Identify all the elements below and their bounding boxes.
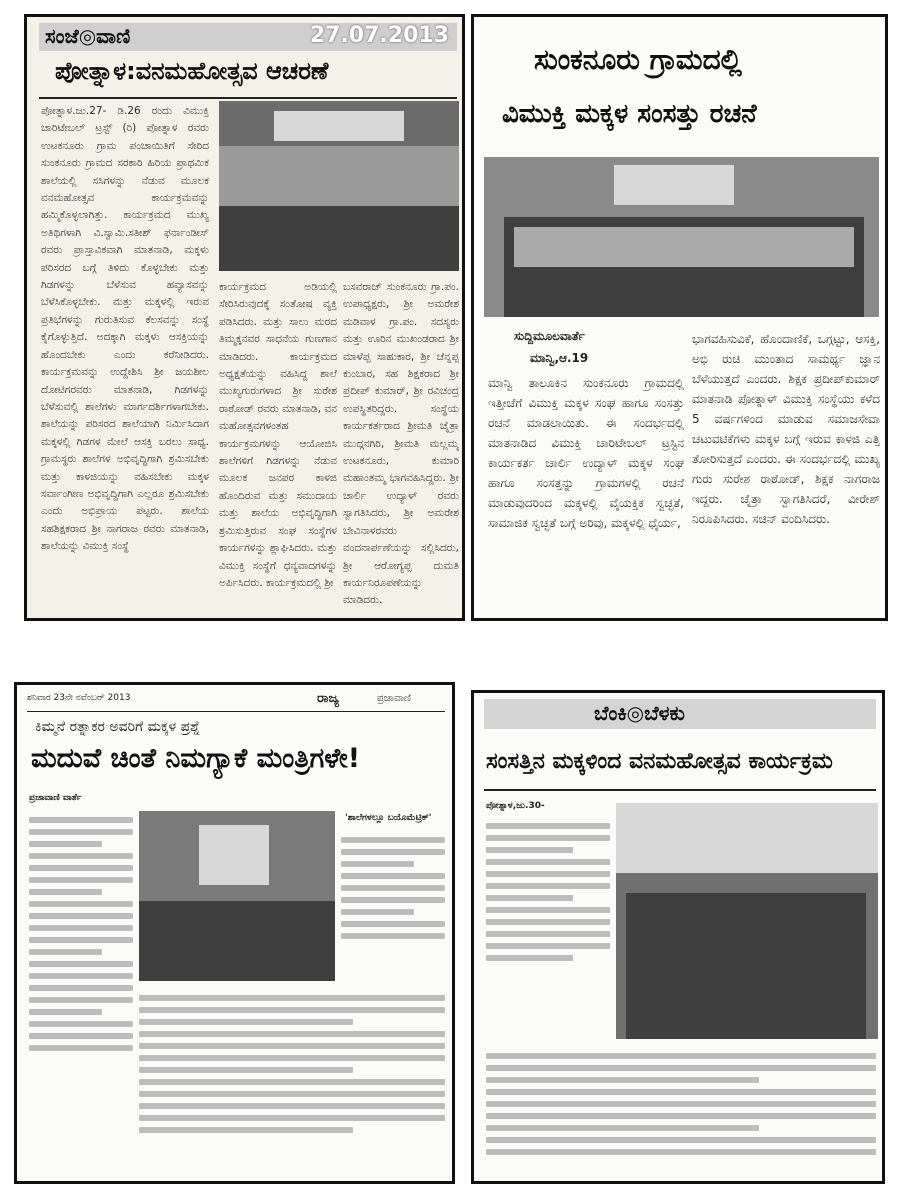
masthead-bar [39, 23, 457, 51]
masthead-title: ಸಂಜೆ◎ವಾಣಿ [45, 24, 131, 48]
source-label: ಸುದ್ದಿಮೂಲವಾರ್ತೆ [514, 329, 585, 343]
minister-with-children-photo [139, 811, 335, 981]
clipping-prajavani [14, 682, 455, 1184]
paper-name: ಪ್ರಜಾವಾಣಿ [377, 693, 412, 704]
top-dateline: ಶನಿವಾರ 23ನೇ ನವೆಂಬರ್ 2013 [27, 693, 131, 703]
clipping-benki-belaku [471, 690, 885, 1184]
headline: ಪೋತ್ನಾಳ:ವನಮಹೋತ್ಸವ ಆಚರಣೆ [55, 57, 329, 85]
headline-line-2: ವಿಮುಕ್ತಿ ಮಕ್ಕಳ ಸಂಸತ್ತು ರಚನೆ [502, 99, 757, 129]
article-column-3: ಬಸವರಾಜ್ ಸುಂಕನೂರು ಗ್ರಾ.ಪಂ. ಉಪಾಧ್ಯಕ್ಷರು, ಶ್ರೀ ಅಮರೇಶ ಮಡಿವಾಳ ಗ್ರಾ.ಪಂ. ಸದಸ್ಯರು ಮತ್ತು ಊರಿನ ಮುಖಂಡರಾದ ಶ್ರೀ ಮಾಳೆಪ್ಪ ಸಾಹುಕಾರ, ಶ್ರೀ ಚೆನ್ನಪ್ಪ ಕುಂಬಾರ, ಸಹ ಶಿಕ್ಷಕರಾದ ಶ್ರೀ ಪ್ರದೀಪ್ ಕುಮಾರ್, ಶ್ರೀ ರವಿಚಂದ್ರ ಉಪಸ್ಥಿತರಿದ್ದರು. ಸಂಸ್ಥೆಯ ಕಾರ್ಯಕರ್ತರಾದ ಶ್ರೀಮತಿ ಚೈತ್ರಾ ಮುದ್ಗನಗಿರಿ, ಶ್ರೀಮತಿ ಮಲ್ಲಮ್ಮ ಉಟಕನೂರು, ಕುಮಾರಿ ಮಹಾಂತಮ್ಮ ಭಾಗವಹಿಸಿದ್ದರು. ಶ್ರೀ ಚಾರ್ಲಿ ಉದ್ಯಾಳ್ ರವರು ಸ್ವಾಗತಿಸಿದರು, ಶ್ರೀ ಅಮರೇಶ ಬೇವಿನಾಳರವರು ವಂದನಾರ್ಪಣೆಯನ್ನು ಸಲ್ಲಿಸಿದರು, ಶ್ರೀ ಆರೋಗ್ಯಪ್ಪ ದುಮತಿ ಕಾರ್ಯನಿರೂಪಣೆಯನ್ನು ಮಾಡಿದರು. [343, 281, 459, 607]
article-column-1: ಪೋತ್ನಾಳ.ಜು.27- ಡಿ.26 ರಂದು ವಿಮುಕ್ತಿ ಚಾರಿಟೇಬಲ್ ಟ್ರಸ್ಟ್ (ರಿ) ಪೋತ್ನಾಳ ರವರು ಉಟಕನೂರು ಗ್ರಾಮ ಪಂಚಾಯಿತಿಗೆ ಸೇರಿದ ಸುಂಕನೂರು ಗ್ರಾಮದ ಸರಕಾರಿ ಹಿರಿಯ ಪ್ರಾಥಮಿಕ ಶಾಲೆಯಲ್ಲಿ ಸಸಿಗಳನ್ನು ನೆಡುವ ಮೂಲಕ ವನಮಹೋತ್ಸವ ಕಾರ್ಯಕ್ರಮವನ್ನು ಹಮ್ಮಿಕೊಳ್ಳಲಾಗಿತ್ತು. ಕಾರ್ಯಕ್ರಮದ ಮುಖ್ಯ ಅತಿಥಿಗಳಾಗಿ ವಿ.ಸ್ವಾಮಿ.ಸತೀಶ್ ಫರ್ನಾಂಡೀಸ್ ರವರು ಪ್ರಾಸ್ತಾವಿಕವಾಗಿ ಮಾತನಾಡಿ, ಮಕ್ಕಳು ಪರಿಸರದ ಬಗ್ಗೆ ತಿಳಿದು ಕೊಳ್ಳಬೇಕು ಮತ್ತು ಗಿಡಗಳನ್ನು ಬೆಳೆಸುವ ಹವ್ಯಾಸವನ್ನು ಬೆಳೆಸಿಕೊಳ್ಳಬೇಕು. ಮತ್ತು ಮಕ್ಕಳಲ್ಲಿ ಇರುವ ಪ್ರತಿಭೆಗಳನ್ನು ಗುರುತಿಸುವ ಕೆಲಸವನ್ನು ಸಂಸ್ಥೆ ಕೈಗೊಳ್ಳುತ್ತಿದೆ. ಅದಕ್ಕಾಗಿ ಮಕ್ಕಳು ಆಸಕ್ತಿಯನ್ನು ಹೊಂದಬೇಕು ಎಂದು ಕರೆನೀಡಿದರು. ಕಾರ್ಯಕ್ರಮವನ್ನು ಉದ್ದೇಶಿಸಿ ಶ್ರೀ ಜಯಶೀಲ ದೋಟಿಗರವರು ಮಾತನಾಡಿ, ಗಿಡಗಳನ್ನು ಬೆಳೆಸುವಲ್ಲಿ ಶಾಲೆಗಳು ಮಾರ್ಗದರ್ಶಿಗಳಾಗಬೇಕು. ಶಾಲೆಯನ್ನು ಪರಿಸರದ ಶಾಲೆಯಾಗಿ ನಿರ್ಮಿಸಿದಾಗ ಮಕ್ಕಳಲ್ಲಿ ಗಿಡಗಳ ಮೇಲೆ ಆಸಕ್ತಿ ಬರಲು ಸಾಧ್ಯ. ಗ್ರಾಮಸ್ಥರು ಶಾಲೆಗಳ ಅಭಿವೃದ್ಧಿಗಾಗಿ ಶ್ರಮಿಸಬೇಕು ಮತ್ತು ಕಾಳಜಿಯನ್ನು ವಹಿಸಬೇಕು ಮಕ್ಕಳ ಸರ್ವಾಂಗೀಣ ಅಭಿವೃದ್ಧಿಗಾಗಿ ಎಲ್ಲರೂ ಶ್ರಮಿಸಬೇಕು ಎಂದು ಅಭಿಪ್ರಾಯ ಪಟ್ಟರು. ಶಾಲೆಯ ಸಹಶಿಕ್ಷಕರಾದ ಶ್ರೀ ನಾಗರಾಜ ರವರು ಮಾತನಾಡಿ, ಶಾಲೆಯನ್ನು ವಿಮುಕ್ತಿ ಸಂಸ್ಥೆ [41, 105, 209, 553]
rule [27, 711, 445, 712]
headline: ಮದುವೆ ಚಿಂತೆ ನಿಮಗ್ಯಾಕೆ ಮಂತ್ರಿಗಳೇ! [31, 743, 361, 774]
sidebar-title: 'ಶಾಲೆಗಳಲ್ಲೂ ಬಯೊಮೆಟ್ರಿಕ್' [345, 813, 432, 823]
headline-line-1: ಸುಂಕನೂರು ಗ್ರಾಮದಲ್ಲಿ [534, 43, 742, 76]
byline: ಪ್ರಜಾವಾಣಿ ವಾರ್ತೆ [29, 793, 82, 803]
dateline: ಪೋತ್ನಾಳ,ಜು.30- [486, 801, 545, 811]
masthead-bar [484, 699, 876, 729]
text-block-right [341, 831, 445, 981]
text-block-bottom [139, 989, 445, 1169]
text-block-left [486, 817, 610, 1027]
rule [39, 97, 457, 99]
dateline: ಮಾನ್ವಿ,ಆ.19 [530, 351, 589, 365]
rule [484, 789, 876, 791]
text-block-bottom [486, 1047, 876, 1175]
clipping-sanjevani [24, 14, 465, 621]
event-photo [219, 101, 459, 271]
text-block-left [29, 811, 133, 1167]
masthead-date: 27.07.2013 [309, 23, 449, 48]
headline: ಸಂಸತ್ತಿನ ಮಕ್ಕಳಿಂದ ವನಮಹೋತ್ಸವ ಕಾರ್ಯಕ್ರಮ [486, 749, 833, 774]
clipping-suddimoola [471, 14, 888, 621]
article-column-1: ಮಾನ್ವಿ ತಾಲೂಕಿನ ಸುಂಕನೂರು ಗ್ರಾಮದಲ್ಲಿ ಇತ್ತೀಚೆಗೆ ವಿಮುಕ್ತಿ ಮಕ್ಕಳ ಸಂಘ ಹಾಗೂ ಸಂಸತ್ತು ರಚನೆ ಮಾಡಲಾಯಿತು. ಈ ಸಂದರ್ಭದಲ್ಲಿ ಮಾತನಾಡಿದ ವಿಮುಕ್ತಿ ಚಾರಿಟೇಬಲ್ ಟ್ರಸ್ಟಿನ ಕಾರ್ಯಕರ್ತ ಚಾರ್ಲಿ ಉದ್ಯಾಳ್ ಮಕ್ಕಳ ಸಂಘ ಹಾಗೂ ಸಂಸತ್ತನ್ನು ಗ್ರಾಮಗಳಲ್ಲಿ ರಚನೆ ಮಾಡುವುದರಿಂದ ಮಕ್ಕಳಲ್ಲಿ ವೈಯಕ್ತಿಕ ಸ್ವಚ್ಛತೆ, ಸಾಮಾಜಿಕ ಸ್ವಚ್ಛತೆ ಬಗ್ಗೆ ಅರಿವು, ಮಕ್ಕಳಲ್ಲಿ ಧೈರ್ಯ, [488, 376, 684, 530]
tree-planting-photo [616, 803, 878, 1039]
masthead-title: ಬೆಂಕಿ◎ಬೆಳಕು [594, 701, 685, 725]
kicker: ಕಿಮ್ಮನೆ ರತ್ನಾಕರ ಅವರಿಗೆ ಮಕ್ಕಳ ಪ್ರಶ್ನೆ [35, 719, 201, 735]
article-column-2: ಕಾರ್ಯಕ್ರಮದ ಅಡಿಯಲ್ಲಿ ಸೇರಿಸಿರುವುದಕ್ಕೆ ಸಂತೋಷ ವ್ಯಕ್ತಿ ಪಡಿಸಿದರು. ಮತ್ತು ಸಾಲು ಮರದ ತಿಮ್ಮಕ್ಕನವರ ಸಾಧನೆಯ ಗುಣಗಾನ ಮಾಡಿದರು. ಕಾರ್ಯಕ್ರಮದ ಅಧ್ಯಕ್ಷತೆಯನ್ನು ವಹಿಸಿದ್ದ ಶಾಲೆ ಮುಖ್ಯಗುರುಗಳಾದ ಶ್ರೀ ಸುರೇಶ ರಾಠೋಡ್ ರವರು ಮಾತನಾಡಿ, ವನ ಮಹೋತ್ಸವಗಳಂತಹ ಕಾರ್ಯಕ್ರಮಗಳನ್ನು ಆಯೋಜಿಸಿ ಶಾಲೆಗಳಿಗೆ ಗಿಡಗಳನ್ನು ನೆಡುವ ಮೂಲಕ ಜನಪರ ಕಾಳಜಿ ಹೊಂದಿರುವ ಮತ್ತು ಸಮುದಾಯ ಮತ್ತು ಶಾಲೆಯ ಅಭಿವೃದ್ಧಿಗಾಗಿ ಶ್ರಮಿಸುತ್ತಿರುವ ಸಂಘ ಸಂಸ್ಥೆಗಳ ಕಾರ್ಯಗಳನ್ನು ಶ್ಲಾಘಿಸಿದರು. ಮತ್ತು ವಿಮುಕ್ತಿ ಸಂಸ್ಥೆಗೆ ಧನ್ಯವಾದಗಳನ್ನು ಅರ್ಪಿಸಿದರು. ಕಾರ್ಯಕ್ರಮದಲ್ಲಿ ಶ್ರೀ [219, 281, 337, 589]
children-group-photo [484, 157, 879, 317]
section-label: ರಾಜ್ಯ [317, 691, 339, 706]
article-column-2: ಭಾಗವಹಿಸುವಿಕೆ, ಹೊಂದಾಣಿಕೆ, ಒಗ್ಗಟ್ಟು, ಆಸಕ್ತಿ, ಅಭಿ ರುಚಿ ಮುಂತಾದ ಸಾಮರ್ಥ್ಯ ಜ್ಞಾನ ಬೆಳೆಯುತ್ತದೆ ಎಂದರು. ಶಿಕ್ಷಕ ಪ್ರದೀಪ್‌ಕುಮಾರ್ ಮಾತನಾಡಿ ಪೋತ್ನಾಳ್ ವಿಮುಕ್ತಿ ಸಂಸ್ಥೆಯು ಕಳೆದ 5 ವರ್ಷಗಳಿಂದ ಮಾಡುವ ಸಮಾಜಸೇವಾ ಚಟುವಟಿಕೆಗಳು ಮಕ್ಕಳ ಬಗ್ಗೆ ಇರುವ ಕಾಳಜಿ ಎತ್ತಿ ತೋರಿಸುತ್ತದೆ ಎಂದರು. ಈ ಸಂದರ್ಭದಲ್ಲಿ ಮುಖ್ಯ ಗುರು ಸುರೇಶ ರಾಠೋಡ್, ಶಿಕ್ಷಕ ನಾಗರಾಜ ಇದ್ದರು. ಚೈತ್ರಾ ಸ್ವಾಗತಿಸಿದರೆ, ವೀರೇಶ್ ನಿರೂಪಿಸಿದರು. ಸಚಿನ್ ವಂದಿಸಿದರು. [692, 332, 880, 526]
